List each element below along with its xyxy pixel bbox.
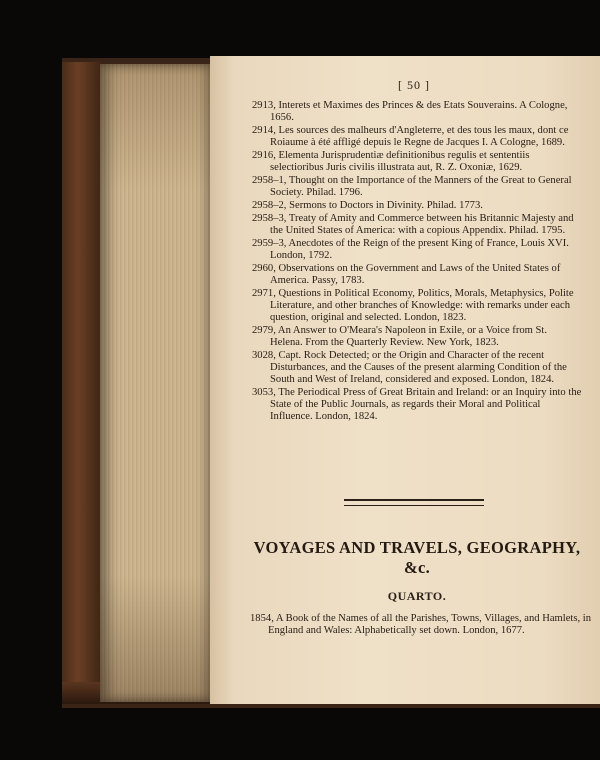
entry-number: 2914, <box>252 125 276 136</box>
book-cover-edge <box>62 62 102 704</box>
page-stack <box>100 64 212 702</box>
entry-text: Anecdotes of the Reign of the present King of France, Louis XVI. London, 1792. <box>270 238 569 261</box>
entry-text: Thought on the Importance of the Manners of the Great to General Society. Philad. 1796. <box>270 175 572 198</box>
catalog-entry <box>252 387 582 423</box>
entry-number: 2959–3, <box>252 238 287 249</box>
entry-text: A Book of the Names of all the Parishes, Towns, Villages, and Hamlets, in England and Wales: Alphabetically set down. London, 1677. <box>268 613 592 636</box>
entry-text: Les sources des malheurs d'Angleterre, et des tous les maux, dont ce Roiaume à été affligé depuis le Regne de Jacques I. A Cologne, 1689. <box>270 125 569 148</box>
entry-text: Questions in Political Economy, Politics, Morals, Metaphysics, Polite Literature, and other branches of Knowledge: with remarks under each question, original and selected. London, 1823. <box>270 288 574 323</box>
entry-number: 2913, <box>252 100 276 111</box>
catalog-entry <box>252 325 582 349</box>
entry-number: 2958–2, <box>252 200 287 211</box>
catalog-entry <box>252 175 582 199</box>
entry-text: Sermons to Doctors in Divinity. Philad. 1773. <box>289 200 483 211</box>
entry-text: The Periodical Press of Great Britain and Ireland: or an Inquiry into the State of the Public Journals, as regards their Moral and Political Influence. London, 1824. <box>270 387 582 422</box>
entry-number: 2958–3, <box>252 213 287 224</box>
entry-number: 2916, <box>252 150 276 161</box>
catalog-entry <box>252 150 582 174</box>
book-page <box>210 56 600 704</box>
entry-number: 3028, <box>252 350 276 361</box>
catalog-entry <box>252 213 582 237</box>
entry-number: 2979, <box>252 325 276 336</box>
catalog-entry <box>252 263 582 287</box>
catalog-entry <box>252 125 582 149</box>
entry-text: Interets et Maximes des Princes & des Etats Souverains. A Cologne, 1656. <box>270 100 568 123</box>
catalog-entry <box>250 613 600 637</box>
entry-text: Observations on the Government and Laws of the United States of America. Passy, 1783. <box>270 263 561 286</box>
catalog-entry <box>252 238 582 262</box>
entry-number: 1854, <box>250 613 274 624</box>
entry-number: 2971, <box>252 288 276 299</box>
section-heading: VOYAGES AND TRAVELS, GEOGRAPHY, &c. <box>253 538 581 577</box>
entry-text: Capt. Rock Detected; or the Origin and Character of the recent Disturbances, and the Causes of the present alarming Condition of the South and West of Ireland, considered and exposed. London, 1824. <box>270 350 567 385</box>
entry-text: Elementa Jurisprudentiæ definitionibus regulis et sententiis selectioribus Juris civilis illustrata aut, R. Z. Oxoniæ, 1629. <box>270 150 530 173</box>
entry-number: 3053, <box>252 387 276 398</box>
catalog-entry <box>252 350 582 386</box>
entry-text: Treaty of Amity and Commerce between his Britannic Majesty and the United States of America: with a copious Appendix. Philad. 1795. <box>270 213 574 236</box>
page-number: [ 50 ] <box>398 78 430 92</box>
section-subheading: QUARTO. <box>387 589 447 603</box>
catalog-entry <box>252 288 582 324</box>
entry-number: 2958–1, <box>252 175 287 186</box>
catalog-entry <box>252 200 582 212</box>
entry-number: 2960, <box>252 263 276 274</box>
section-divider-rule <box>344 499 484 506</box>
catalog-entries <box>252 100 582 424</box>
catalog-entry <box>252 100 582 124</box>
entry-text: An Answer to O'Meara's Napoleon in Exile, or a Voice from St. Helena. From the Quarterly Review. New York, 1823. <box>270 325 548 348</box>
